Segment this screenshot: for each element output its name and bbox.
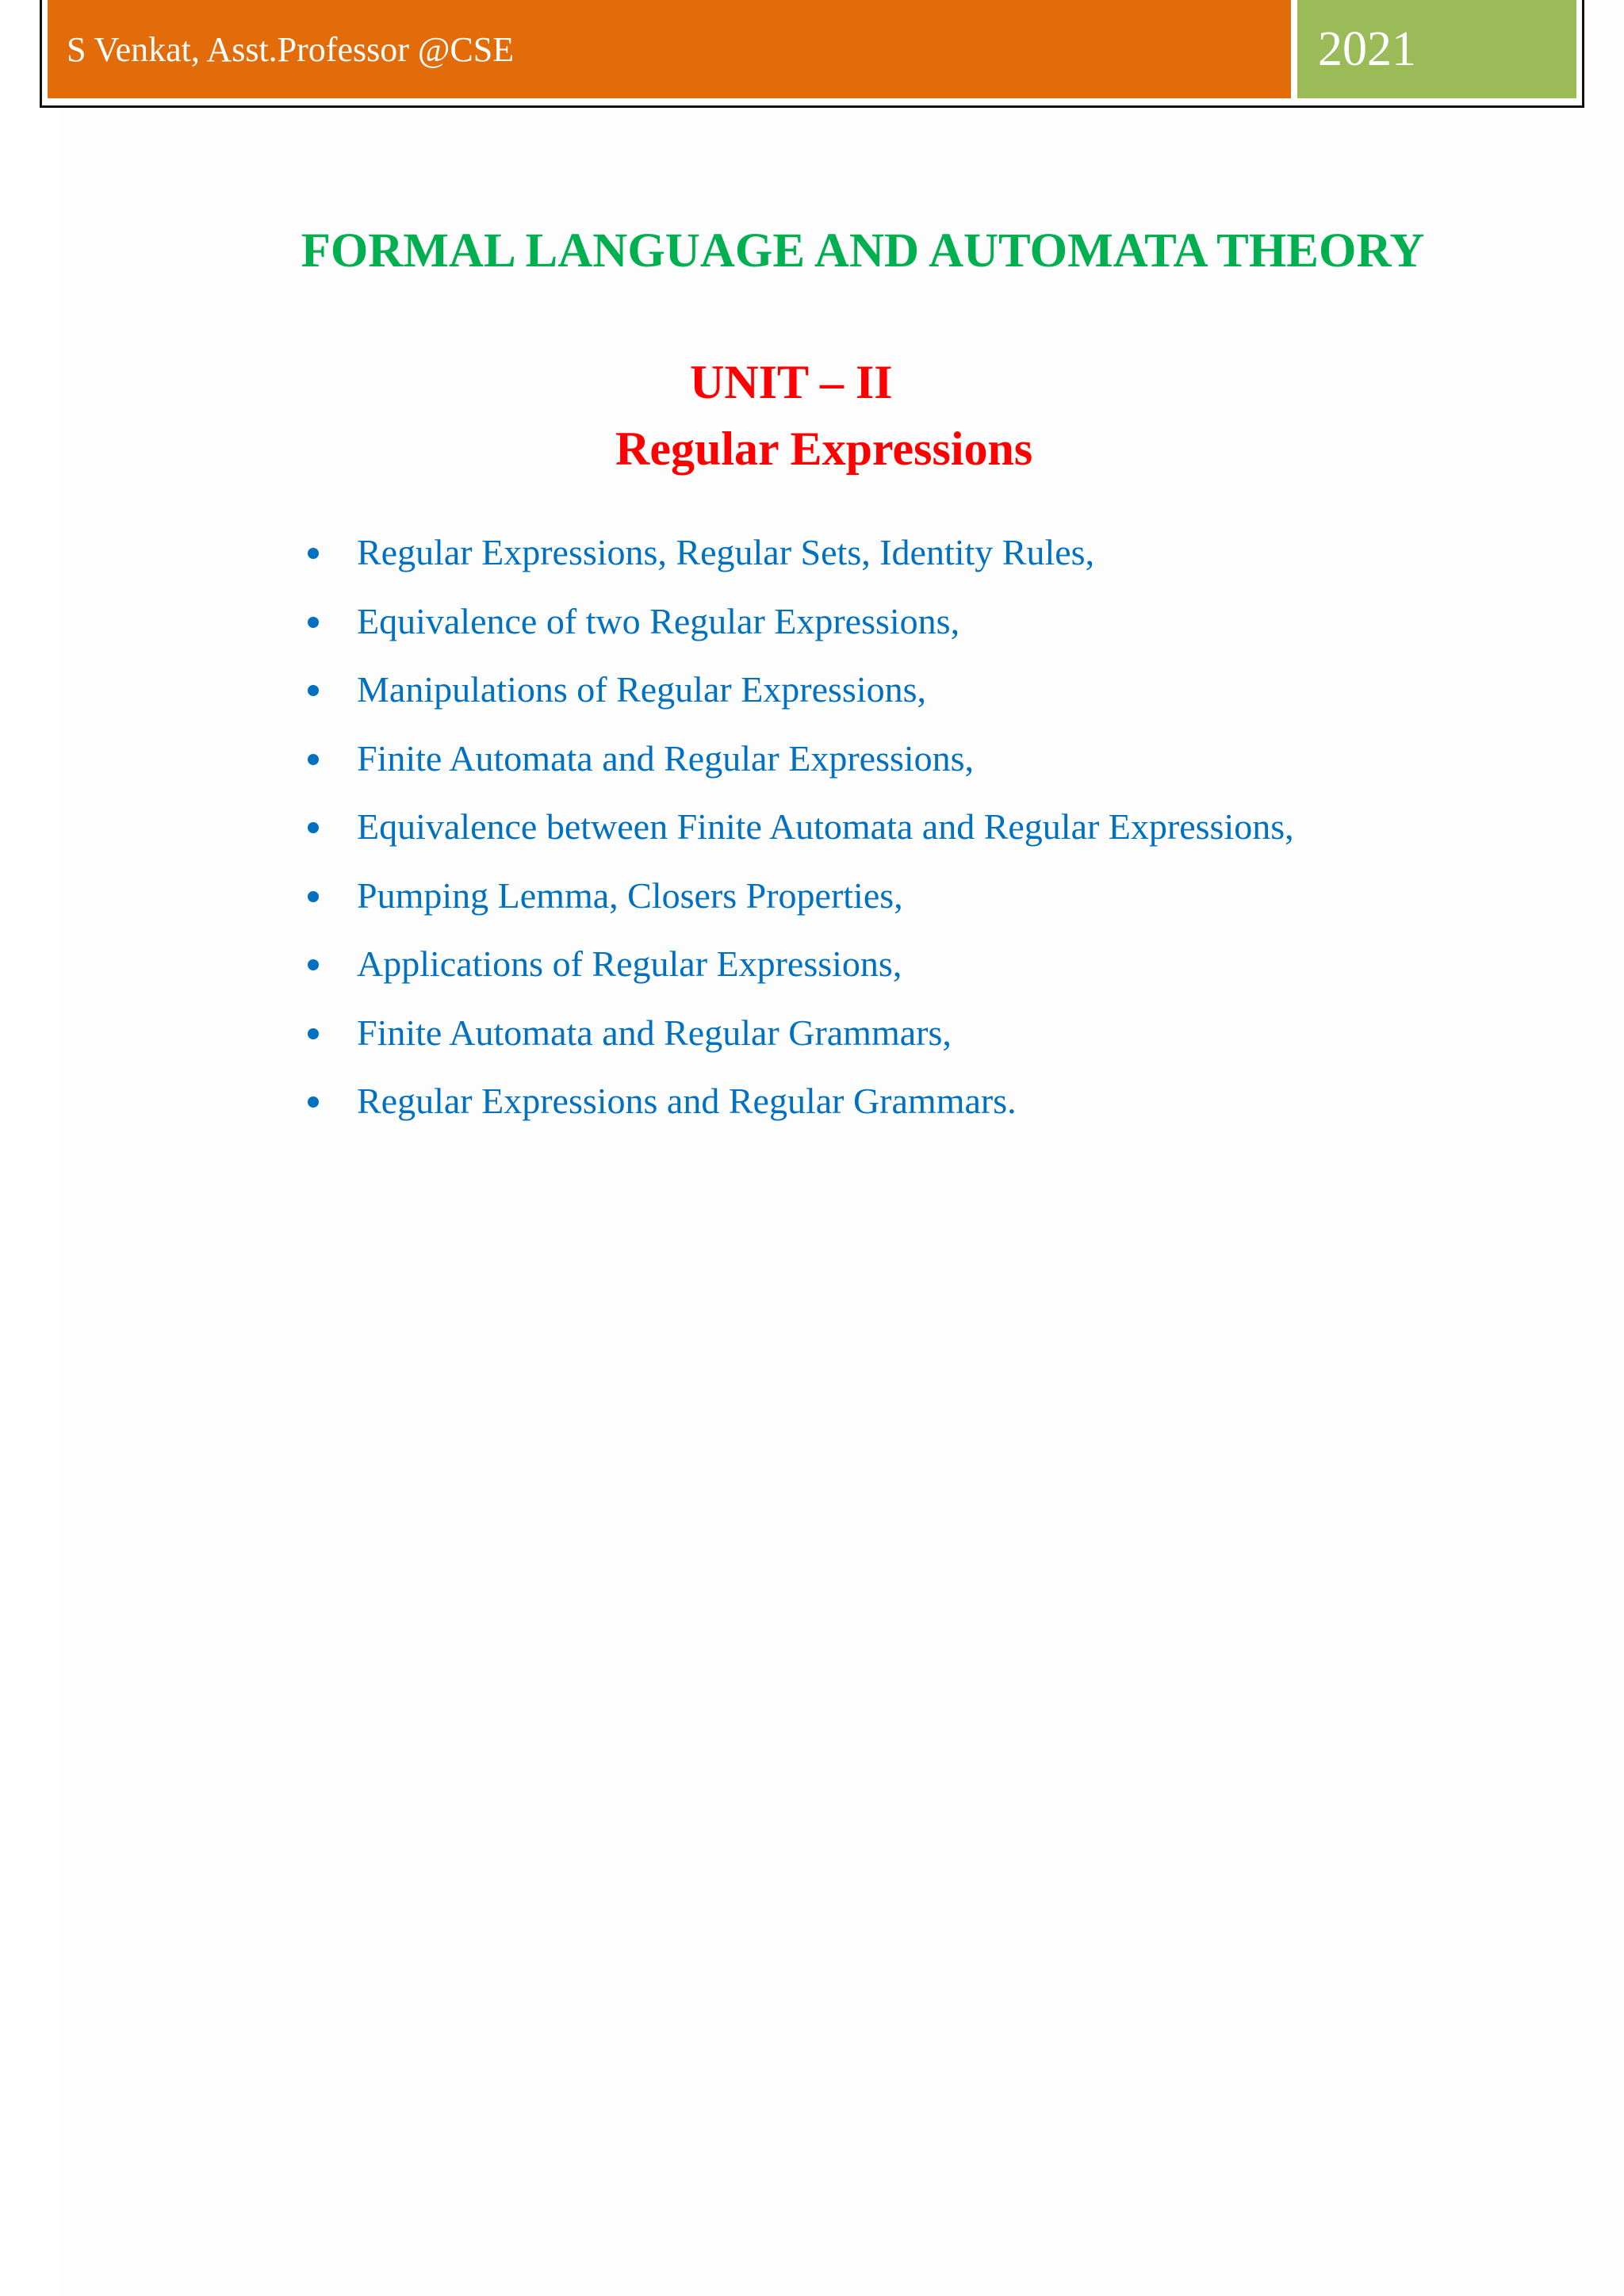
topic-text: Finite Automata and Regular Expressions, xyxy=(357,737,975,779)
page-surface xyxy=(60,0,1624,2296)
topic-text: Finite Automata and Regular Grammars, xyxy=(357,1012,952,1053)
topic-list xyxy=(308,525,1294,1142)
header-author: S Venkat, Asst.Professor @CSE xyxy=(67,29,515,69)
bullet-icon xyxy=(308,1028,319,1039)
document-title: FORMAL LANGUAGE AND AUTOMATA THEORY xyxy=(301,224,1425,277)
topic-text: Manipulations of Regular Expressions, xyxy=(357,669,927,710)
topic-list-item xyxy=(308,594,1294,663)
header-year: 2021 xyxy=(1318,21,1416,76)
topic-list-item xyxy=(308,868,1294,937)
topic-list-item xyxy=(308,662,1294,731)
topic-list-item xyxy=(308,731,1294,800)
topic-text: Equivalence of two Regular Expressions, xyxy=(357,600,960,641)
bullet-icon xyxy=(308,891,319,902)
topic-list-item xyxy=(308,1005,1294,1074)
unit-title: Regular Expressions xyxy=(615,423,1033,475)
topic-list-item xyxy=(308,525,1294,594)
topic-text: Regular Expressions, Regular Sets, Identity Rules, xyxy=(357,532,1095,572)
topic-list-item xyxy=(308,799,1294,868)
topic-list-item xyxy=(308,936,1294,1005)
unit-label: UNIT – II xyxy=(690,356,893,408)
bullet-icon xyxy=(308,754,319,765)
topic-text: Equivalence between Finite Automata and Regular Expressions, xyxy=(357,806,1294,847)
topic-text: Pumping Lemma, Closers Properties, xyxy=(357,874,903,916)
bullet-icon xyxy=(308,822,319,833)
bullet-icon xyxy=(308,548,319,559)
topic-text: Applications of Regular Expressions, xyxy=(357,943,902,984)
bullet-icon xyxy=(308,685,319,696)
bullet-icon xyxy=(308,959,319,970)
header-author-bar xyxy=(48,0,1291,98)
header-year-bar xyxy=(1297,0,1576,98)
topic-text: Regular Expressions and Regular Grammars. xyxy=(357,1081,1017,1121)
bullet-icon xyxy=(308,617,319,628)
topic-list-item xyxy=(308,1073,1294,1142)
bullet-icon xyxy=(308,1096,319,1108)
